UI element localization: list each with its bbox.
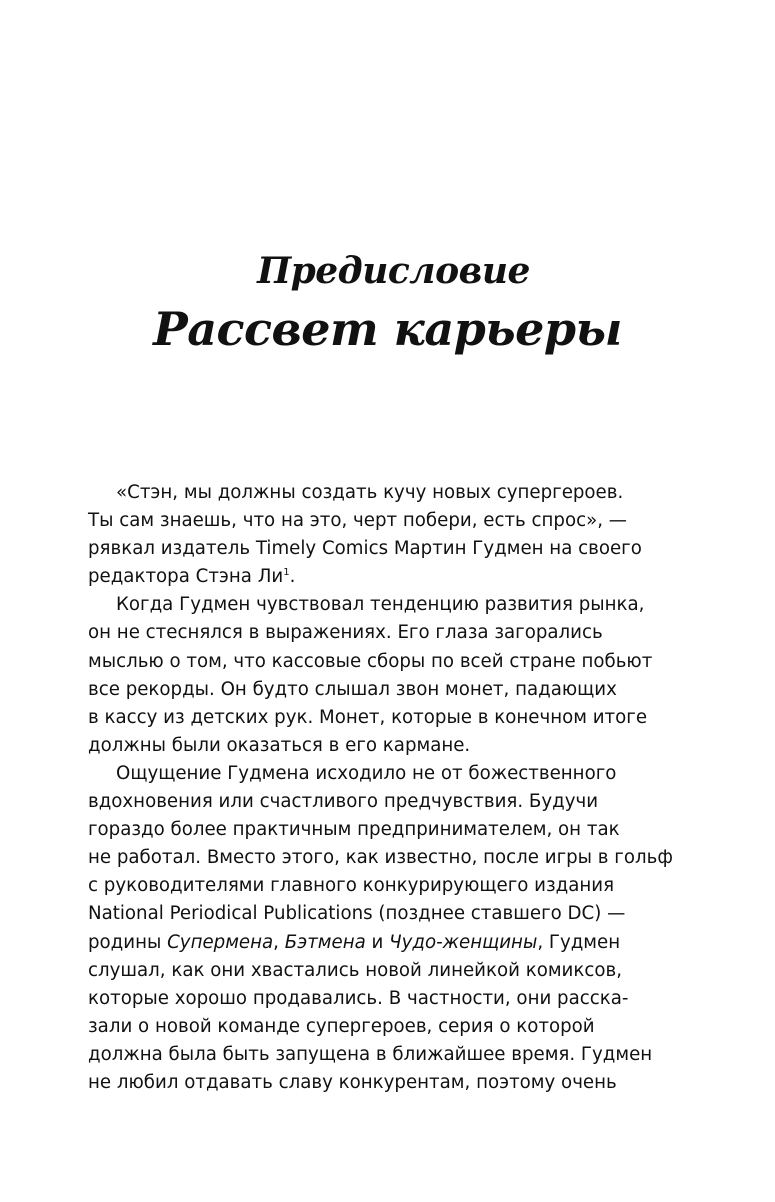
paragraph-3-line-12: не любил отдавать славу конкурентам, поэтому очень (88, 1071, 617, 1093)
paragraph-3-line-7-a: родины (88, 931, 168, 953)
paragraph-2-line-5: в кассу из детских рук. Монет, которые в конечном итоге (88, 706, 648, 728)
superman-title: Супермена (167, 931, 274, 953)
paragraph-1-line-4-text: редактора Стэна Ли (88, 566, 284, 588)
paragraph-2-line-6: должны были оказаться в его кармане. (88, 734, 471, 756)
paragraph-2-line-3: мыслью о том, что кассовые сборы по всей стране побьют (88, 650, 653, 672)
paragraph-2-line-4: все рекорды. Он будто слышал звон монет, падающих (88, 678, 617, 700)
paragraph-3-line-2: вдохновения или счастливого предчувствия. Будучи (88, 791, 599, 813)
paragraph-3-line-6: National Periodical Publications (позднее ставшего DC) — (88, 903, 626, 925)
chapter-kicker: Предисловие (257, 250, 530, 292)
paragraph-3-line-3: гораздо более практичным предпринимателем, он так (88, 819, 620, 841)
paragraph-3-line-1: Ощущение Гудмена исходило не от божественного (116, 762, 617, 784)
paragraph-3-line-7-c: и (365, 931, 390, 953)
chapter-title: Рассвет карьеры (153, 302, 622, 356)
chapter-heading (0, 245, 775, 361)
paragraph-2-line-1: Когда Гудмен чувствовал тенденцию развития рынка, (116, 594, 645, 616)
paragraph-3-line-5: с руководителями главного конкурирующего издания (88, 875, 615, 897)
paragraph-3-line-9: которые хорошо продавались. В частности, они расска- (88, 987, 629, 1009)
paragraph-1-line-3: рявкал издатель Timely Comics Мартин Гудмен на своего (88, 538, 642, 560)
paragraph-3-line-4: не работал. Вместо этого, как известно, после игры в гольф (88, 847, 673, 869)
footnote-marker: 1 (283, 567, 290, 579)
body-text (88, 479, 673, 1097)
paragraph-3-line-7 (88, 929, 648, 957)
paragraph-3-line-7-d: , Гудмен (537, 931, 621, 953)
paragraph-1-line-4 (88, 563, 648, 591)
paragraph-3-line-8: слушал, как они хвастались новой линейкой комиксов, (88, 959, 622, 981)
paragraph-2-line-2: он не стеснялся в выражениях. Его глаза загорались (88, 622, 603, 644)
paragraph-1-line-4-end: . (289, 566, 296, 588)
batman-title: Бэтмена (284, 931, 366, 953)
paragraph-1-line-1: «Стэн, мы должны создать кучу новых супергероев. (116, 482, 624, 503)
wonder-woman-title: Чудо-женщины (389, 931, 538, 953)
paragraph-3-line-10: зали о новой команде супергероев, серия о которой (88, 1015, 595, 1037)
paragraph-1-line-2: Ты сам знаешь, что на это, черт побери, есть спрос», — (88, 510, 627, 532)
paragraph-3-line-7-b: , (273, 931, 285, 953)
paragraph-3-line-11: должна была быть запущена в ближайшее время. Гудмен (88, 1043, 653, 1065)
